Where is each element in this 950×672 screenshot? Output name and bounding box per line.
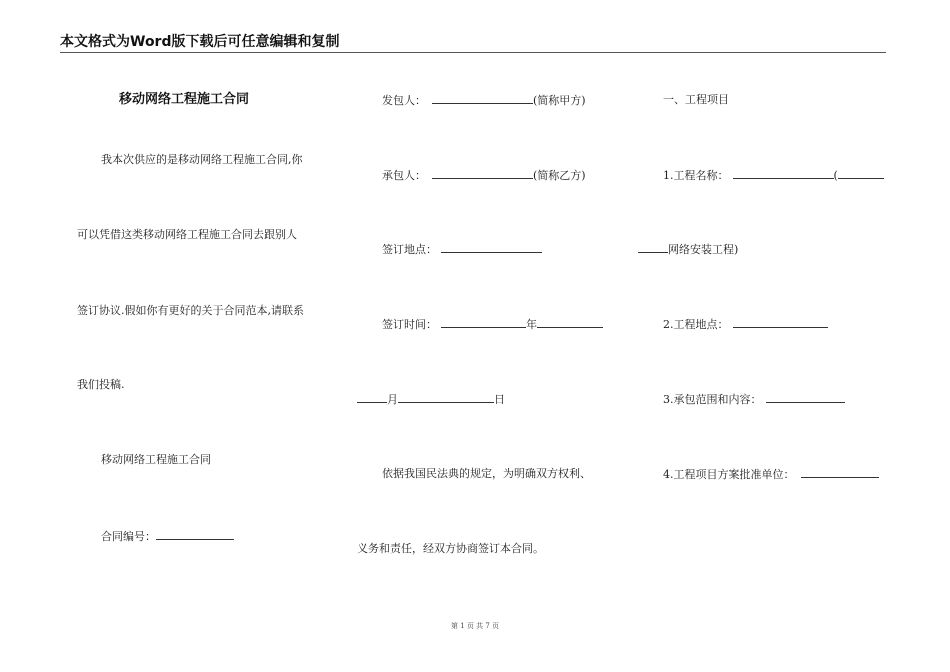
sign-time-field — [382, 317, 603, 332]
sign-day-blank — [398, 392, 494, 403]
employer-field — [382, 93, 586, 108]
employer-suffix: (简称甲方) — [533, 94, 586, 107]
contract-number-field — [101, 529, 234, 544]
sign-month-blank-2 — [357, 392, 387, 403]
project-name-field — [663, 168, 884, 183]
day-label: 日 — [494, 393, 505, 406]
intro-line-4: 我们投稿. — [77, 378, 125, 391]
page-number: 第 1 页 共 7 页 — [450, 622, 500, 630]
contract-number-label: 合同编号： — [101, 530, 156, 543]
contractor-label: 承包人： — [382, 169, 426, 182]
project-site-label: 2.工程地点： — [663, 318, 729, 331]
approval-unit-label: 4.工程项目方案批准单位： — [663, 468, 795, 481]
approval-unit-field — [663, 467, 879, 482]
project-name-blank — [733, 168, 834, 179]
approval-unit-blank — [801, 467, 879, 478]
section-project: 一、工程项目 — [663, 93, 729, 106]
scope-field — [663, 392, 845, 407]
contract-title: 移动网络工程施工合同 — [101, 453, 211, 466]
project-name-label: 1.工程名称： — [663, 169, 729, 182]
contractor-blank — [432, 168, 533, 179]
project-site-field — [663, 317, 828, 332]
employer-label: 发包人： — [382, 94, 426, 107]
sign-place-blank — [441, 242, 542, 253]
document-title: 移动网络工程施工合同 — [119, 92, 250, 107]
intro-line-1: 我本次供应的是移动网络工程施工合同,你 — [101, 153, 303, 166]
project-name-blank-2 — [838, 168, 884, 179]
project-name-suffix: 网络安装工程) — [668, 243, 739, 256]
contract-number-blank — [156, 529, 234, 540]
sign-time-label: 签订时间： — [382, 318, 437, 331]
intro-line-2: 可以凭借这类移动网络工程施工合同去跟别人 — [77, 228, 297, 241]
sign-month-blank — [537, 317, 603, 328]
employer-blank — [432, 93, 533, 104]
sign-year-blank — [441, 317, 526, 328]
year-label: 年 — [526, 318, 537, 331]
contractor-suffix: (简称乙方) — [533, 169, 586, 182]
project-name-cont — [638, 242, 738, 257]
basis-line-2: 义务和责任，经双方协商签订本合同。 — [357, 542, 544, 555]
sign-date-cont — [357, 392, 505, 407]
project-site-blank — [733, 317, 828, 328]
contractor-field — [382, 168, 586, 183]
scope-blank — [766, 392, 845, 403]
project-name-open-paren: ( — [833, 169, 838, 182]
project-name-blank-3 — [638, 242, 668, 253]
scope-label: 3.承包范围和内容： — [663, 393, 762, 406]
sign-place-label: 签订地点： — [382, 243, 437, 256]
sign-place-field — [382, 242, 542, 257]
page-header — [60, 33, 886, 53]
header-title: 本文格式为Word版下载后可任意编辑和复制 — [60, 34, 340, 50]
month-label: 月 — [387, 393, 398, 406]
intro-line-3: 签订协议.假如你有更好的关于合同范本,请联系 — [77, 304, 304, 317]
basis-line-1: 依据我国民法典的规定，为明确双方权利、 — [382, 467, 591, 480]
